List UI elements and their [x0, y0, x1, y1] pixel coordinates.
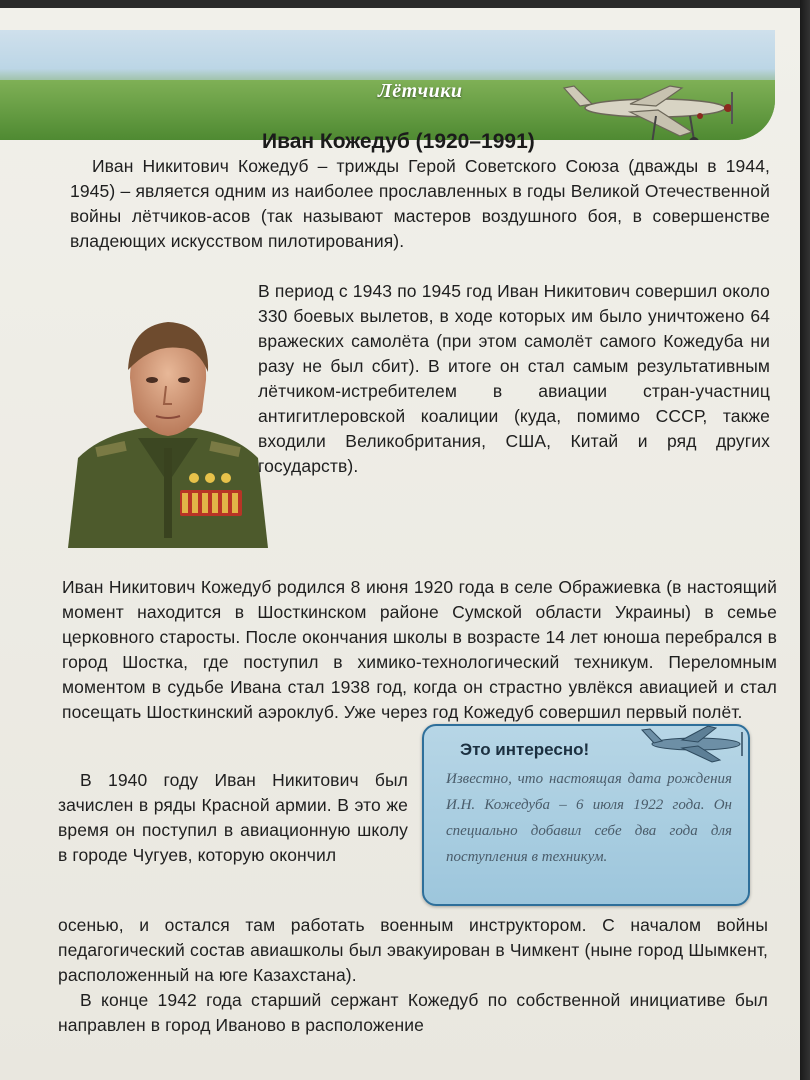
section-banner: [0, 30, 775, 140]
airplane-icon: [560, 66, 760, 140]
fact-callout: [422, 724, 750, 906]
callout-text: Известно, что настоящая дата рождения И.Н. Кожедуба – 6 июля 1922 года. Он специально добавил себе два года для поступления в техникум.: [446, 771, 732, 865]
intro-paragraph: [70, 154, 770, 254]
airplane-icon: [638, 718, 748, 768]
page-edge: [800, 0, 810, 1080]
paragraph-army: [58, 768, 408, 868]
section-title: Лётчики: [378, 80, 463, 102]
paragraph-text: Иван Никитович Кожедуб родился 8 июня 1920 года в селе Ображиевка (в настоящий момент находится в Шосткинском районе Сумской области Украины) в семье церковного старосты. После окончания школы в возрасте 14 лет юноша перебрался в город Шостка, где поступил в химико-технологический техникум. Переломным моментом в судьбе Ивана стал 1938 год, когда он страстно увлёкся авиацией и стал посещать Шосткинский аэроклуб. Уже через год Кожедуб совершил первый полёт.: [62, 577, 777, 722]
paragraph-text: осенью, и остался там работать военным инструктором. С началом войны педагогический состав авиашколы был эвакуирован в Чимкент (ныне город Шымкент, расположенный на юге Казахстана).: [58, 915, 768, 985]
paragraph-war: [58, 913, 768, 1038]
article-title: Иван Кожедуб (1920–1991): [262, 130, 535, 153]
paragraph-achievements: [258, 279, 770, 479]
portrait-photo: [68, 308, 268, 548]
callout-title: Это интересно!: [460, 740, 590, 759]
book-page: [0, 8, 800, 1080]
paragraph-biography: [62, 575, 777, 725]
paragraph-text: В период с 1943 по 1945 год Иван Никитович совершил около 330 боевых вылетов, в ходе которых им было уничтожено 64 вражеских самолёта (при этом самолёт самого Кожедуба ни разу не был сбит). В итоге он стал самым результативным лётчиком-истребителем в авиации стран-участниц антигитлеровской коалиции (куда, помимо СССР, также входили Великобритания, США, Китай и ряд других государств).: [258, 281, 770, 476]
paragraph-text: В конце 1942 года старший сержант Кожедуб по собственной инициативе был направлен в город Иваново в расположение: [58, 990, 768, 1035]
paragraph-text: В 1940 году Иван Никитович был зачислен в ряды Красной армии. В это же время он поступил в авиационную школу в городе Чугуев, которую окончил: [58, 770, 408, 865]
paragraph-text: Иван Никитович Кожедуб – трижды Герой Советского Союза (дважды в 1944, 1945) – является одним из наиболее прославленных в годы Великой Отечественной войны лётчиков-асов (так называют мастеров воздушного боя, в совершенстве владеющих искусством пилотирования).: [70, 156, 770, 251]
